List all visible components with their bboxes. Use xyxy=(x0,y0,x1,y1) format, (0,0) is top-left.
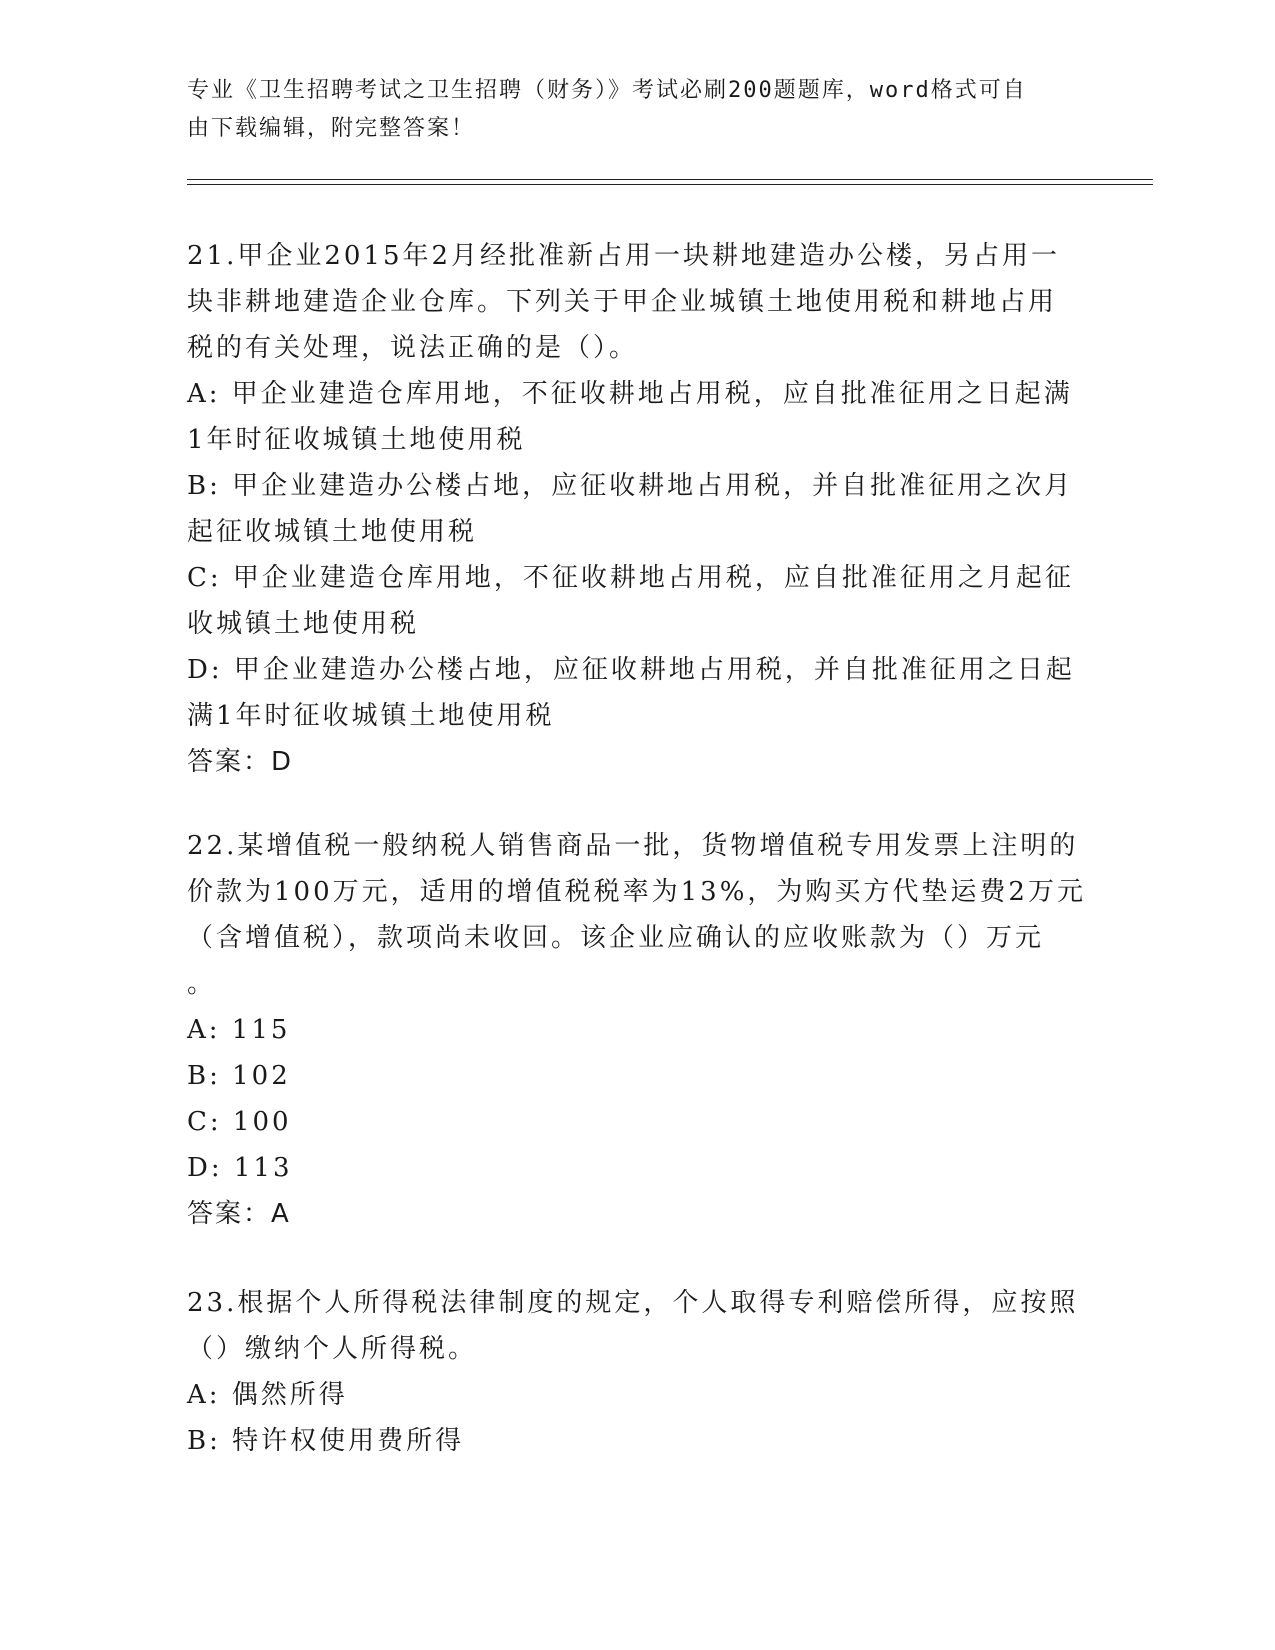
header-line-1: 专业《卫生招聘考试之卫生招聘（财务）》考试必刷200题题库，word格式可自 xyxy=(187,78,1027,103)
option-a-line: A: 115 xyxy=(187,1015,291,1045)
question-stem-line: 21.甲企业2015年2月经批准新占用一块耕地建造办公楼，另占用一 xyxy=(187,241,1061,271)
option-c-line: 收城镇土地使用税 xyxy=(187,609,420,639)
option-d-line: D: 113 xyxy=(187,1153,293,1183)
option-a-line: A: 偶然所得 xyxy=(187,1380,348,1410)
answer-label: 答案：A xyxy=(187,1199,291,1229)
question-stem-line: 。 xyxy=(187,969,217,999)
document-header xyxy=(187,72,1067,148)
option-b-line: 起征收城镇土地使用税 xyxy=(187,517,478,547)
question-stem-line: （含增值税），款项尚未收回。该企业应确认的应收账款为（）万元 xyxy=(187,923,1045,953)
header-divider-bottom xyxy=(187,184,1153,185)
option-b-line: B: 甲企业建造办公楼占地，应征收耕地占用税，并自批准征用之次月 xyxy=(187,471,1074,501)
header-line-2: 由下载编辑，附完整答案！ xyxy=(187,116,476,141)
option-b-line: B: 102 xyxy=(187,1061,291,1091)
option-b-line: B: 特许权使用费所得 xyxy=(187,1426,465,1456)
question-stem-line: 块非耕地建造企业仓库。下列关于甲企业城镇土地使用税和耕地占用 xyxy=(187,287,1058,317)
question-stem-line: 价款为100万元，适用的增值税税率为13%，为购买方代垫运费2万元 xyxy=(187,877,1086,907)
answer-label: 答案：D xyxy=(187,747,294,777)
question-stem-line: 23.根据个人所得税法律制度的规定，个人取得专利赔偿所得，应按照 xyxy=(187,1288,1079,1318)
option-d-line: 满1年时征收城镇土地使用税 xyxy=(187,701,555,731)
header-divider-top xyxy=(187,179,1153,180)
option-a-line: 1年时征收城镇土地使用税 xyxy=(187,425,526,455)
question-stem-line: 税的有关处理，说法正确的是（）。 xyxy=(187,333,639,363)
option-c-line: C: 100 xyxy=(187,1107,292,1137)
option-d-line: D: 甲企业建造办公楼占地，应征收耕地占用税，并自批准征用之日起 xyxy=(187,655,1075,685)
option-c-line: C: 甲企业建造仓库用地，不征收耕地占用税，应自批准征用之月起征 xyxy=(187,563,1074,593)
option-a-line: A: 甲企业建造仓库用地，不征收耕地占用税，应自批准征用之日起满 xyxy=(187,379,1073,409)
question-stem-line: （）缴纳个人所得税。 xyxy=(187,1334,478,1364)
question-21 xyxy=(187,233,1087,785)
question-22 xyxy=(187,823,1087,1237)
question-23 xyxy=(187,1280,1087,1464)
question-stem-line: 22.某增值税一般纳税人销售商品一批，货物增值税专用发票上注明的 xyxy=(187,831,1079,861)
